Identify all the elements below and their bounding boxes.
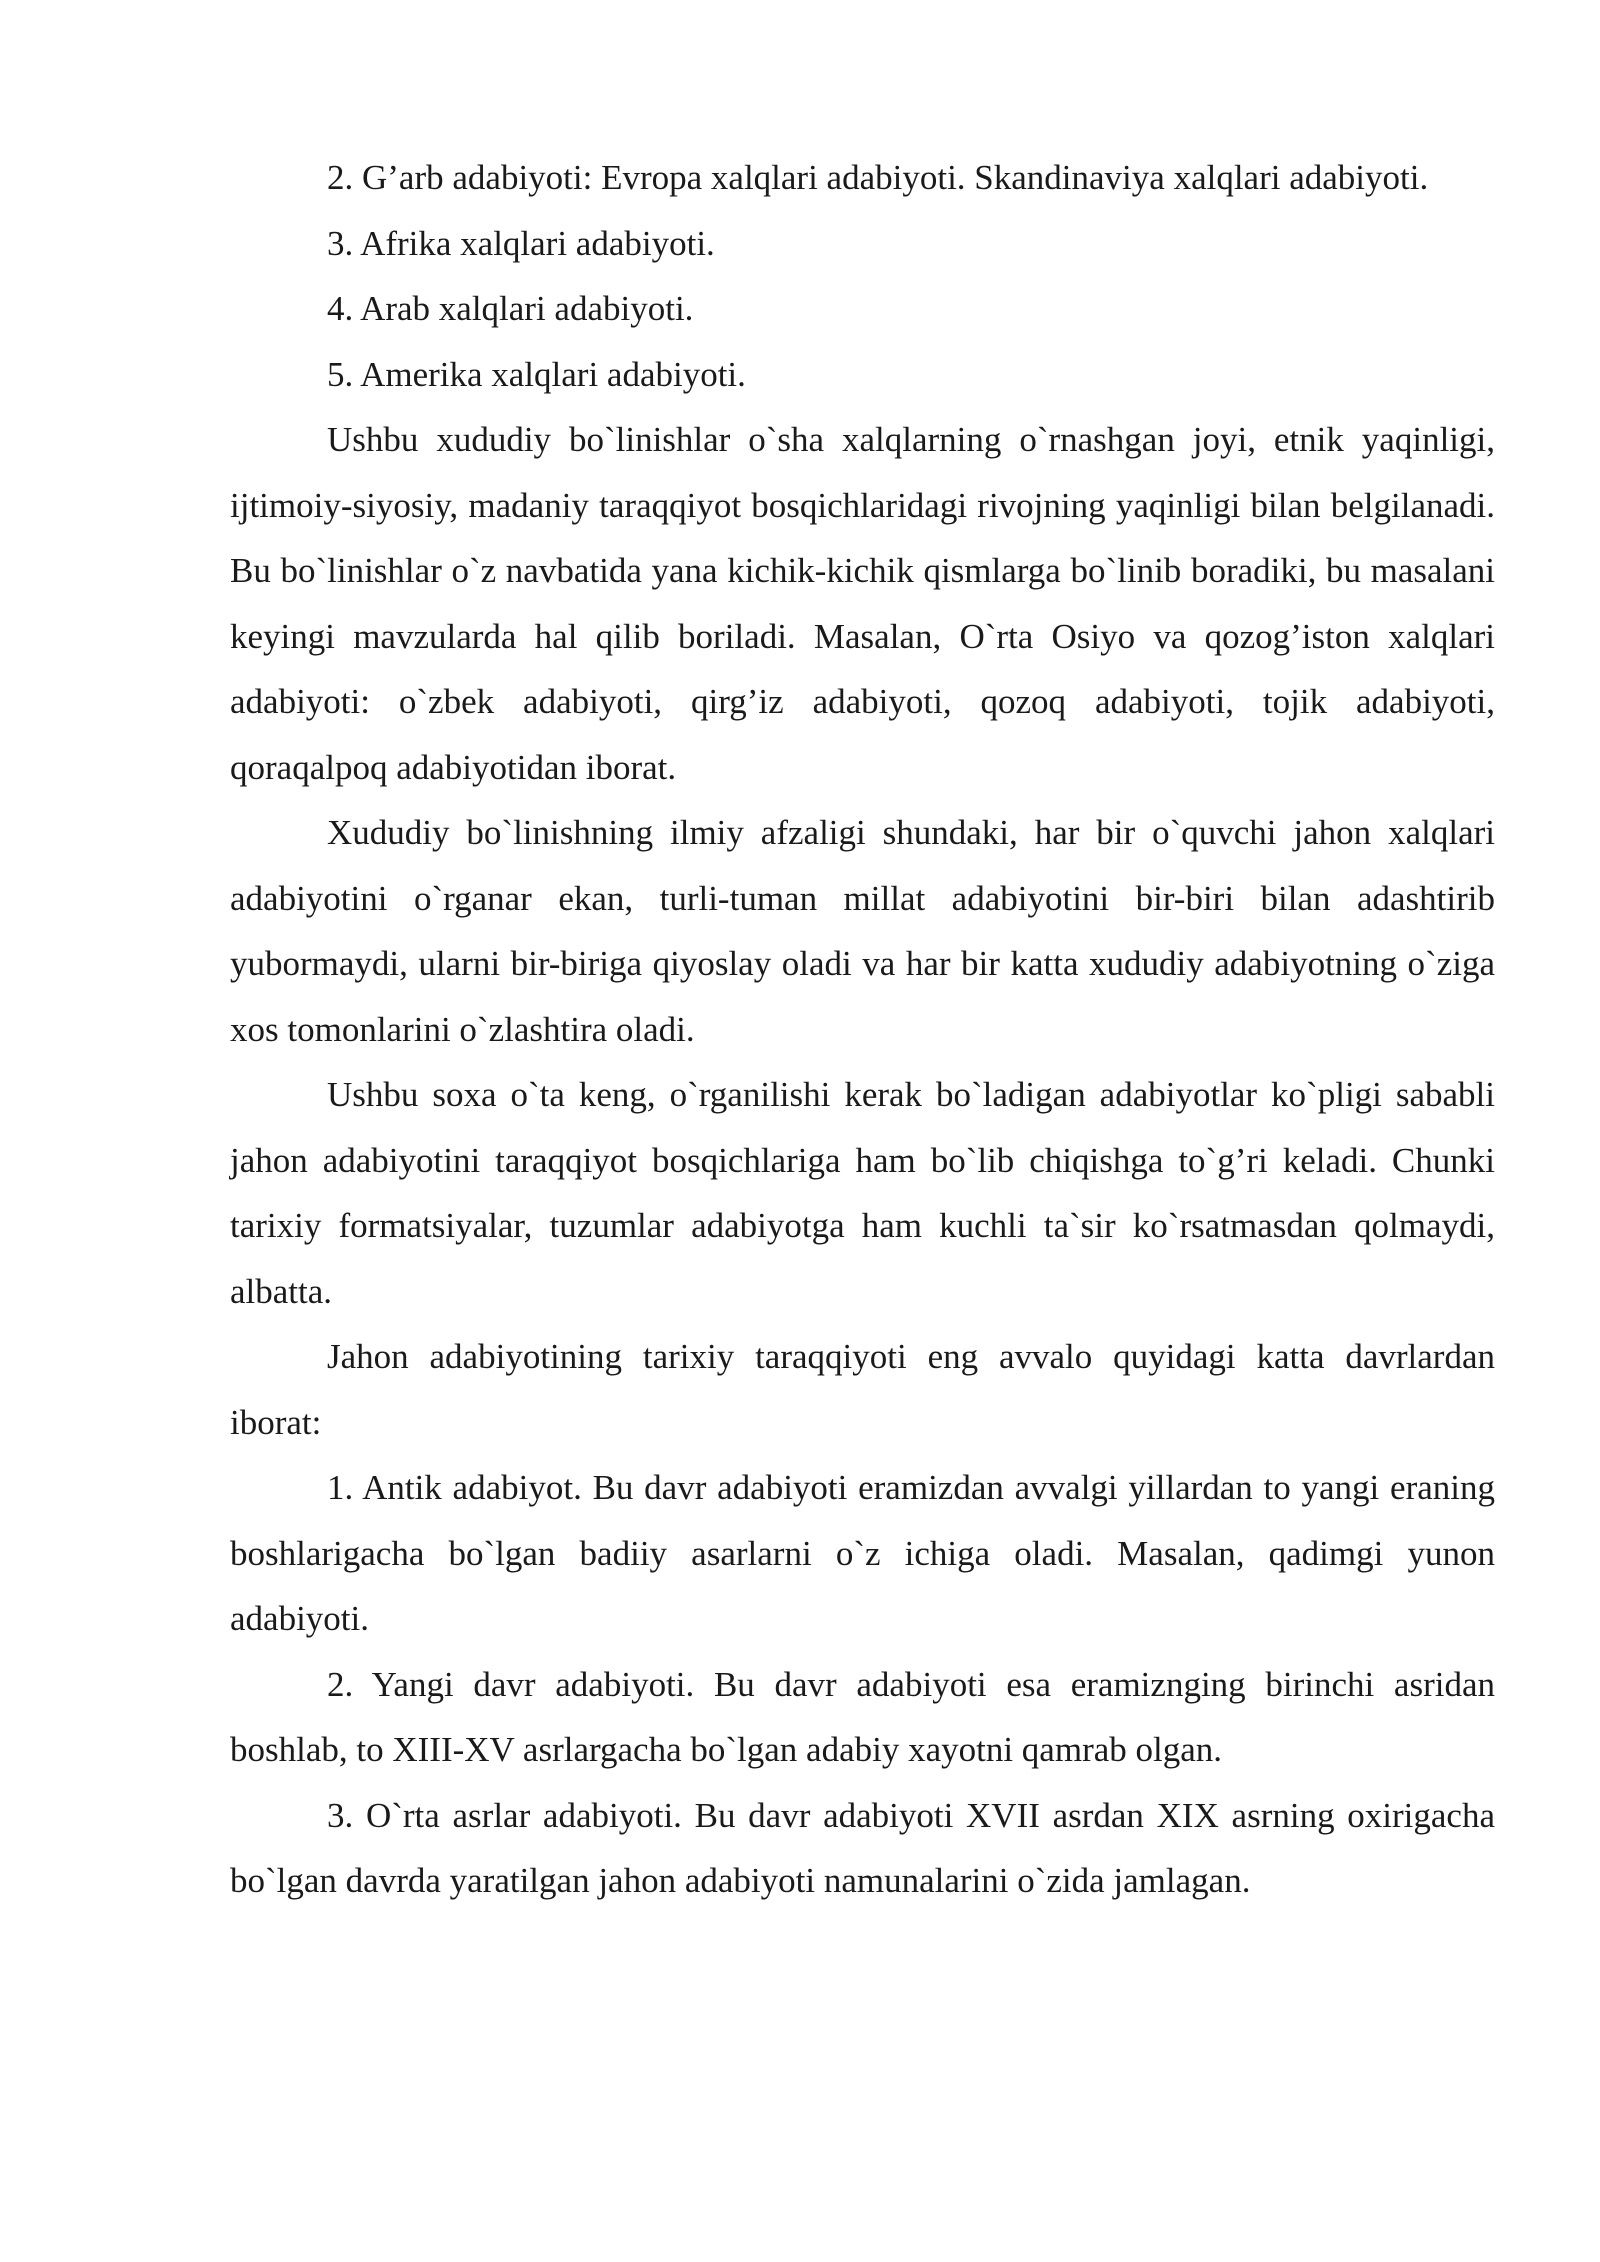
paragraph: 4. Arab xalqlari adabiyoti. bbox=[327, 289, 694, 328]
paragraph: 2. G’arb adabiyoti: Evropa xalqlari adabiyoti. Skandinaviya xalqlari adabiyoti. bbox=[327, 158, 1429, 197]
paragraph: 3. O`rta asrlar adabiyoti. Bu davr adabiyoti XVII asrdan XIX asrning oxirigacha bo`lgan davrda yaratilgan jahon adabiyoti namunalarini o`zida jamlagan. bbox=[230, 1795, 1495, 1900]
document-page bbox=[230, 145, 1495, 1914]
paragraph: Jahon adabiyotining tarixiy taraqqiyoti eng avvalo quyidagi katta davrlardan iborat: bbox=[230, 1337, 1495, 1442]
paragraph: 1. Antik adabiyot. Bu davr adabiyoti eramizdan avvalgi yillardan to yangi eraning boshlarigacha bo`lgan badiiy asarlarni o`z ichiga oladi. Masalan, qadimgi yunon adabiyoti. bbox=[230, 1468, 1495, 1638]
paragraph: 3. Afrika xalqlari adabiyoti. bbox=[327, 223, 715, 263]
paragraph: Ushbu soxa o`ta keng, o`rganilishi kerak bo`ladigan adabiyotlar ko`pligi sababli jahon adabiyotini taraqqiyot bosqichlariga ham bo`lib chiqishga to`g’ri keladi. Chunki tarixiy formatsiyalar, tuzumlar adabiyotga ham kuchli ta`sir ko`rsatmasdan qolmaydi, albatta. bbox=[230, 1075, 1495, 1311]
paragraph: Xududiy bo`linishning ilmiy afzaligi shundaki, har bir o`quvchi jahon xalqlari adabiyotini o`rganar ekan, turli-tuman millat adabiyotini bir-biri bilan adashtirib yubormaydi, ularni bir-biriga qiyoslay oladi va har bir katta xududiy adabiyotning o`ziga xos tomonlarini o`zlashtira oladi. bbox=[230, 813, 1495, 1049]
paragraph: 5. Amerika xalqlari adabiyoti. bbox=[327, 354, 746, 394]
paragraph: 2. Yangi davr adabiyoti. Bu davr adabiyoti esa eramiznging birinchi asridan boshlab, to XIII-XV asrlargacha bo`lgan adabiy xayotni qamrab olgan. bbox=[230, 1664, 1495, 1769]
paragraph: Ushbu xududiy bo`linishlar o`sha xalqlarning o`rnashgan joyi, etnik yaqinligi, ijtimoiy-siyosiy, madaniy taraqqiyot bosqichlaridagi rivojning yaqinligi bilan belgilanadi. Bu bo`linishlar o`z navbatida yana kichik-kichik qismlarga bo`linib boradiki, bu masalani keyingi mavzularda hal qilib boriladi. Masalan, O`rta Osiyo va qozog’iston xalqlari adabiyoti: o`zbek adabiyoti, qirg’iz adabiyoti, qozoq adabiyoti, tojik adabiyoti, qoraqalpoq adabiyotidan iborat. bbox=[230, 420, 1495, 787]
